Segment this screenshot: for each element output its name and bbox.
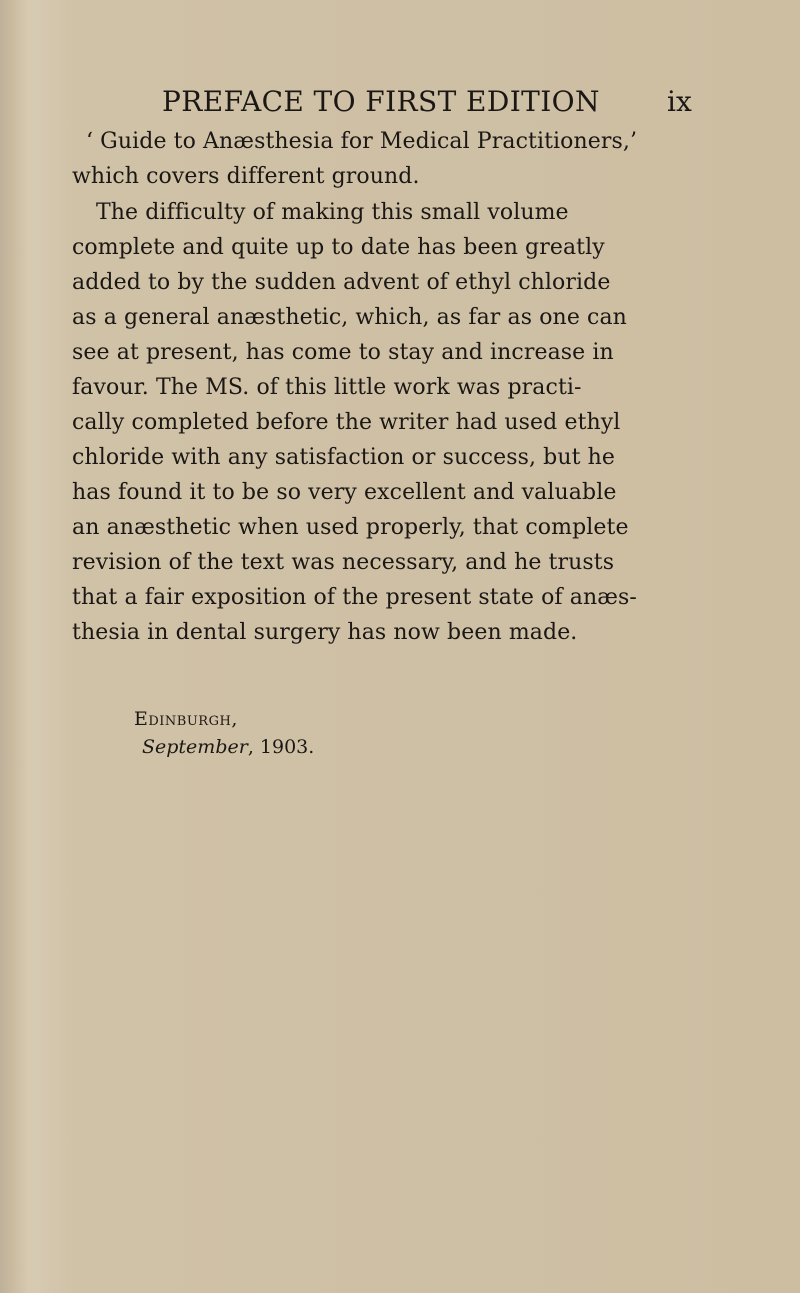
- signature-month: September: [142, 736, 248, 758]
- signature-date: [142, 732, 314, 762]
- text-line: has found it to be so very excellent and valuable: [72, 480, 617, 505]
- text-line: an anæsthetic when used properly, that complete: [72, 515, 629, 540]
- text-line: see at present, has come to stay and increase in: [72, 340, 614, 365]
- page-header: [162, 82, 722, 122]
- text-line: ‘ Guide to Anæsthesia for Medical Practitioners,’: [86, 129, 638, 154]
- text-line: revision of the text was necessary, and he trusts: [72, 550, 615, 575]
- text-line: thesia in dental surgery has now been made.: [72, 620, 578, 645]
- binding-gutter: [0, 0, 42, 1293]
- text-line: favour. The MS. of this little work was practi-: [72, 375, 582, 400]
- text-line: added to by the sudden advent of ethyl chloride: [72, 270, 611, 295]
- paragraph-start-line: The difficulty of making this small volume: [96, 200, 569, 225]
- text-line: chloride with any satisfaction or success, but he: [72, 445, 616, 470]
- text-line: which covers different ground.: [72, 164, 420, 189]
- text-line: complete and quite up to date has been greatly: [72, 235, 605, 260]
- running-head: PREFACE TO FIRST EDITION: [162, 85, 600, 118]
- page-number: ix: [667, 85, 692, 118]
- signature-year: , 1903.: [247, 736, 315, 758]
- signature-place: Edinburgh,: [134, 708, 238, 730]
- text-line: as a general anæsthetic, which, as far as one can: [72, 305, 627, 330]
- preface-signature: [134, 704, 434, 784]
- text-line: cally completed before the writer had used ethyl: [72, 410, 621, 435]
- text-line: that a fair exposition of the present state of anæs-: [72, 585, 637, 610]
